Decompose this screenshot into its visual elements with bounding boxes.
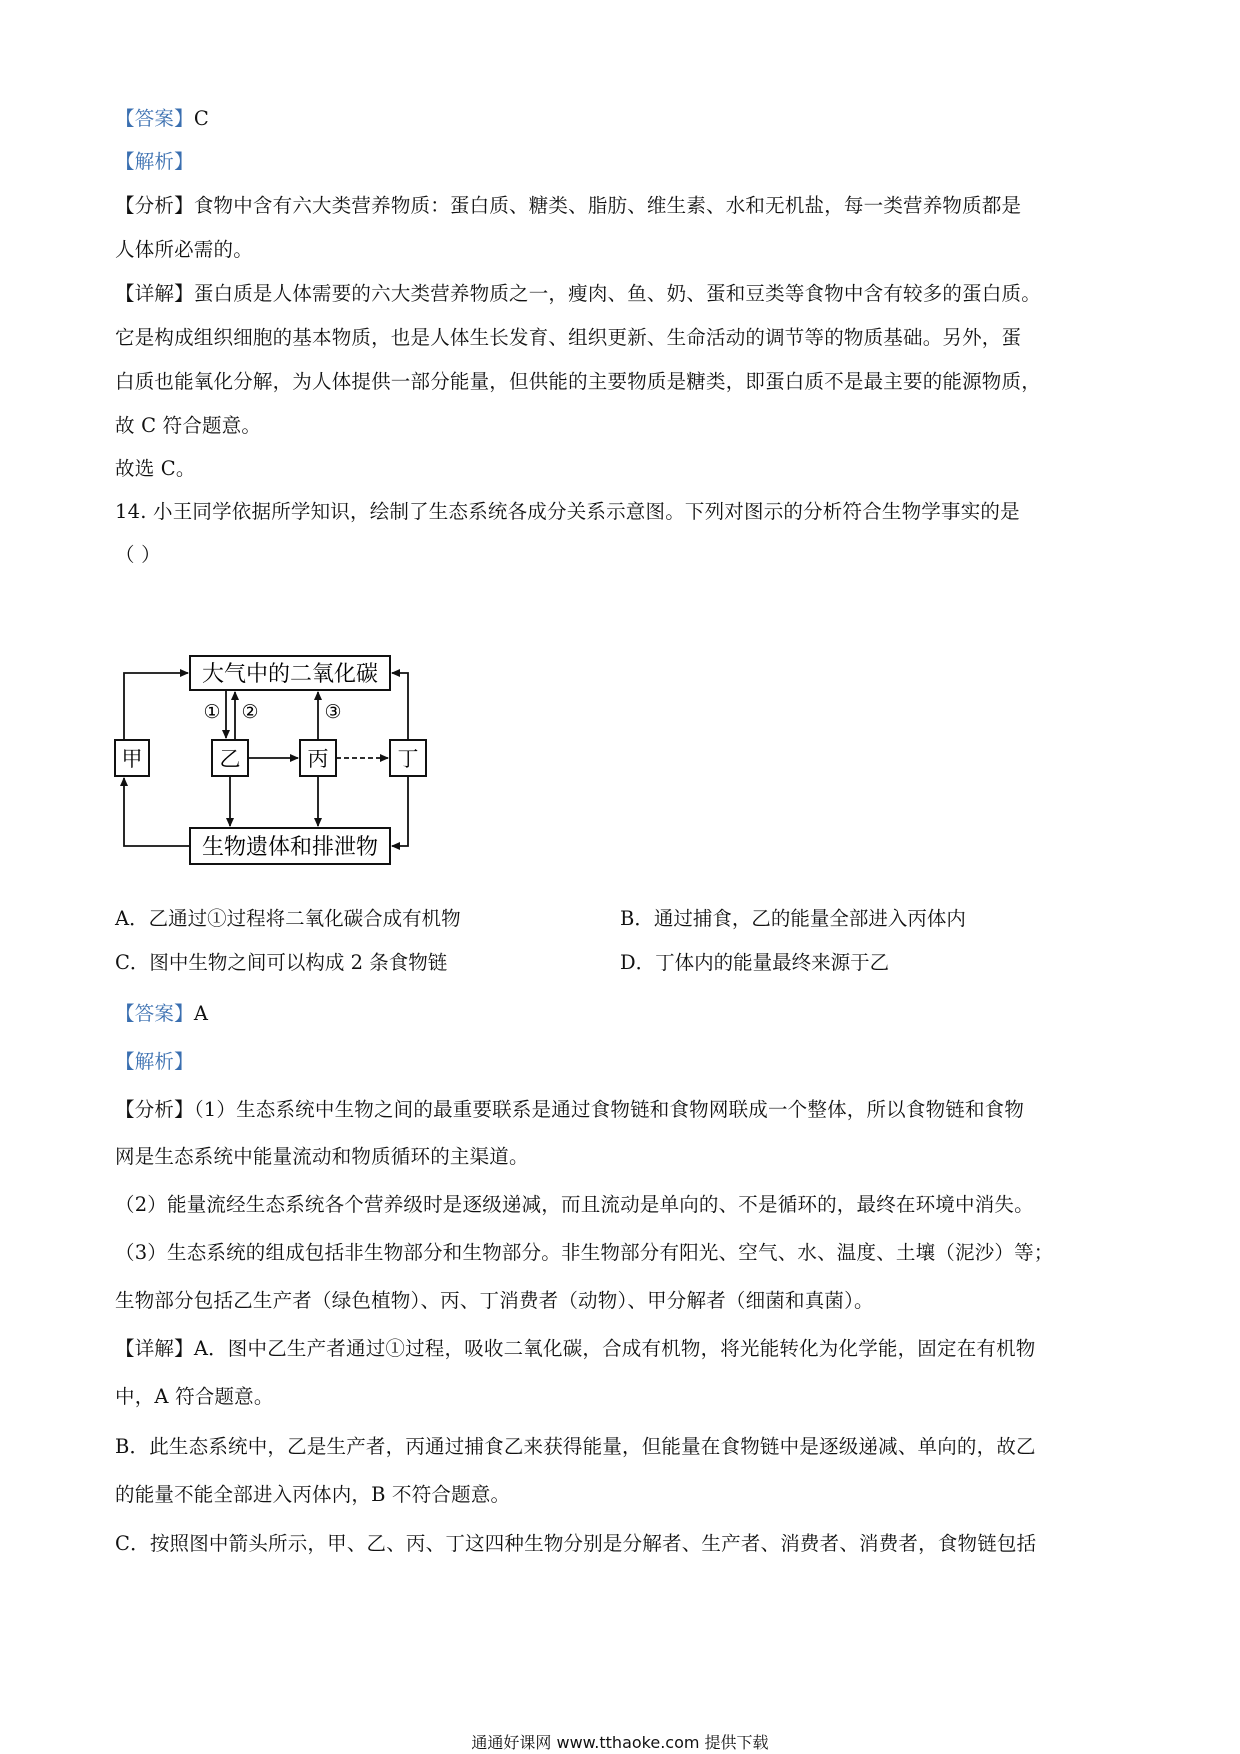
option-c: C．图中生物之间可以构成 2 条食物链 [115,951,448,974]
xiangjie2-line-4: 的能量不能全部进入丙体内，B 不符合题意。 [115,1483,511,1506]
node-jia-label: 甲 [121,747,143,771]
option-b: B．通过捕食，乙的能量全部进入丙体内 [620,907,966,930]
xiangjie-text: 蛋白质是人体需要的六大类营养物质之一，瘦肉、鱼、奶、蛋和豆类等食物中含有较多的蛋白质。 [193,282,1041,305]
analysis-tag: 【解析】 [115,150,194,173]
xiangjie-line-1 [115,281,1041,307]
xiangjie-line-2: 它是构成组织细胞的基本物质，也是人体生长发育、组织更新、生命活动的调节等的物质基础。另外，蛋 [115,326,1022,349]
fenxi2-line-3: （2）能量流经生态系统各个营养级时是逐级递减，而且流动是单向的、不是循环的，最终在环境中消失。 [115,1193,1034,1216]
node-bing-label: 丙 [307,747,329,771]
fenxi2-line-4: （3）生态系统的组成包括非生物部分和生物部分。非生物部分有阳光、空气、水、温度、土壤（泥沙）等； [115,1241,1054,1264]
xiangjie2-line-1 [115,1336,1036,1362]
xiangjie-tag: 【详解】 [115,282,194,305]
analysis-heading-2 [115,1049,194,1075]
arrow-jia-co2 [124,673,188,740]
fenxi-line-2: 人体所必需的。 [115,238,253,261]
arrow-ding-remains [392,776,408,846]
answer-tag: 【答案】 [115,1002,194,1025]
analysis-heading-1 [115,149,194,175]
fenxi-tag: 【分析】 [115,1098,194,1121]
mark-2: ② [241,701,259,723]
question-14-blank: （ ） [115,543,161,566]
xiangjie-line-3: 白质也能氧化分解，为人体提供一部分能量，但供能的主要物质是糖类，即蛋白质不是最主要的能源物质， [115,370,1041,393]
answer-tag: 【答案】 [115,107,194,130]
arrow-remains-jia [124,778,190,846]
node-ding-label: 丁 [397,747,419,771]
fenxi2-line-2: 网是生态系统中能量流动和物质循环的主渠道。 [115,1145,529,1168]
xiangjie2-line-3: B．此生态系统中，乙是生产者，丙通过捕食乙来获得能量，但能量在食物链中是逐级递减、单向的，故乙 [115,1435,1036,1458]
xiangjie2-line-2: 中，A 符合题意。 [115,1385,274,1408]
co2-box-label: 大气中的二氧化碳 [201,662,379,687]
analysis-tag: 【解析】 [115,1050,194,1073]
mark-3: ③ [324,701,342,723]
option-a: A．乙通过①过程将二氧化碳合成有机物 [115,907,461,930]
xiangjie-line-4: 故 C 符合题意。 [115,414,262,437]
answer-value: C [193,107,209,130]
arrow-ding-co2 [392,673,408,740]
xiangjie-tag: 【详解】 [115,1337,194,1360]
xiangjie2-line-5: C．按照图中箭头所示，甲、乙、丙、丁这四种生物分别是分解者、生产者、消费者、消费者，食物链包括 [115,1532,1037,1555]
xiangjie-text: A．图中乙生产者通过①过程，吸收二氧化碳，合成有机物，将光能转化为化学能，固定在有机物 [193,1337,1036,1360]
node-yi-label: 乙 [219,747,241,771]
answer-value: A [193,1002,209,1025]
answer-line-2 [115,1001,208,1027]
fenxi-text: （1）生态系统中生物之间的最重要联系是通过食物链和食物网联成一个整体，所以食物链和食物 [193,1098,1025,1121]
mark-1: ① [203,701,221,723]
remains-box-label: 生物遗体和排泄物 [201,835,379,860]
fenxi-text: 食物中含有六大类营养物质：蛋白质、糖类、脂肪、维生素、水和无机盐，每一类营养物质都是 [193,194,1022,217]
fenxi-tag: 【分析】 [115,194,194,217]
fenxi-line-1 [115,193,1021,219]
fenxi2-line-1 [115,1097,1024,1123]
ecosystem-diagram [112,646,486,876]
conclusion-line: 故选 C。 [115,457,196,480]
answer-line-1 [115,106,209,132]
fenxi2-line-5: 生物部分包括乙生产者（绿色植物）、丙、丁消费者（动物）、甲分解者（细菌和真菌）。 [115,1289,874,1312]
page-footer: 通通好课网 www.tthaoke.com 提供下载 [471,1733,769,1752]
question-14-stem: 14. 小王同学依据所学知识，绘制了生态系统各成分关系示意图。下列对图示的分析符合生物学事实的是 [115,500,1020,523]
option-d: D．丁体内的能量最终来源于乙 [620,951,890,974]
